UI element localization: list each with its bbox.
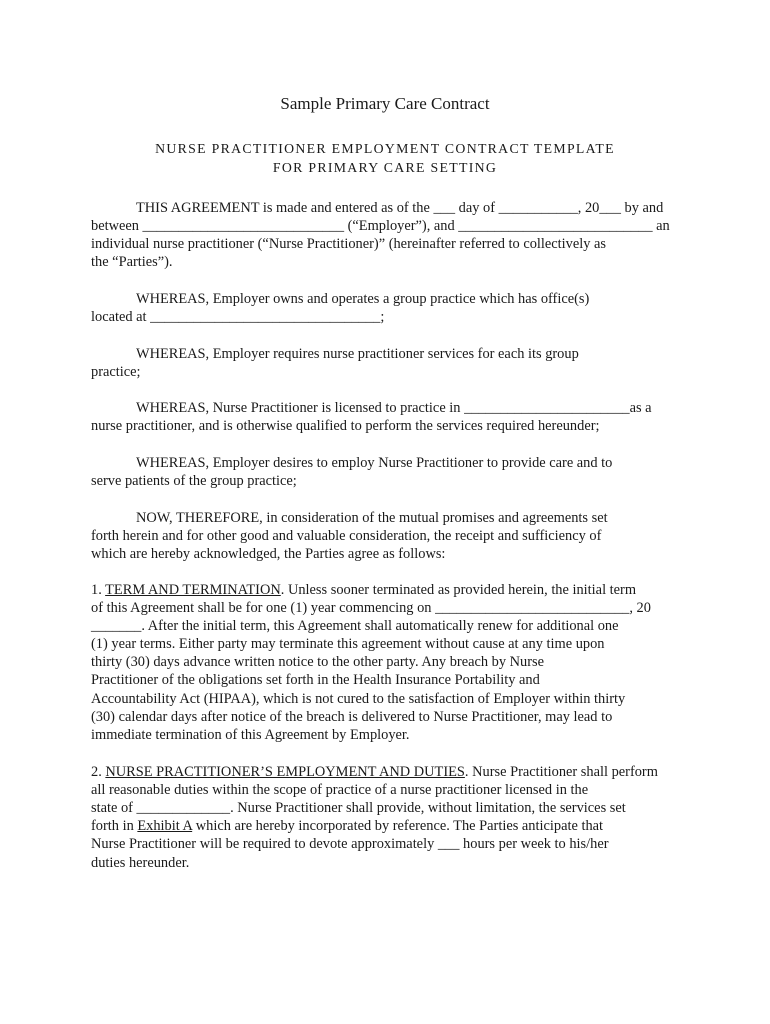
section1-line: Accountability Act (HIPAA), which is not cured to the satisfaction of Employer within thirty	[91, 691, 626, 707]
section2-line4-post: which are hereby incorporated by reference. The Parties anticipate that	[192, 818, 604, 834]
section2-line: state of _____________. Nurse Practitioner shall provide, without limitation, the services set	[91, 800, 626, 816]
whereas-services-line: WHEREAS, Employer requires nurse practitioner services for each its group	[136, 346, 579, 362]
section2-line4-pre: forth in	[91, 818, 138, 834]
section2-heading: NURSE PRACTITIONER’S EMPLOYMENT AND DUTIES	[105, 764, 465, 780]
whereas-licensed-line: nurse practitioner, and is otherwise qualified to perform the services required hereunder;	[91, 418, 600, 434]
agreement-line: individual nurse practitioner (“Nurse Practitioner)” (hereinafter referred to collectively as	[91, 236, 607, 252]
section1-heading: TERM AND TERMINATION	[105, 582, 281, 598]
document-title: Sample Primary Care Contract	[280, 94, 490, 113]
section2-line: all reasonable duties within the scope of practice of a nurse practitioner licensed in the	[91, 782, 589, 798]
section1-first-line	[91, 581, 636, 599]
now-therefore-line: which are hereby acknowledged, the Parties agree as follows:	[91, 546, 446, 562]
section1-line: (30) calendar days after notice of the breach is delivered to Nurse Practitioner, may lead to	[91, 709, 613, 725]
section1-line: Practitioner of the obligations set forth in the Health Insurance Portability and	[91, 672, 540, 688]
whereas-services-line: practice;	[91, 364, 141, 380]
exhibit-a-link: Exhibit A	[137, 818, 193, 834]
section2-first-line	[91, 763, 658, 781]
section1-number: 1.	[91, 582, 106, 598]
whereas-employ-line: WHEREAS, Employer desires to employ Nurse Practitioner to provide care and to	[136, 455, 613, 471]
agreement-line: between ____________________________ (“Employer”), and ___________________________ an	[91, 218, 670, 234]
section1-line: immediate termination of this Agreement by Employer.	[91, 727, 410, 743]
section2-number: 2.	[91, 764, 106, 780]
section1-line: thirty (30) days advance written notice to the other party. Any breach by Nurse	[91, 654, 545, 670]
section2-line1-rest: . Nurse Practitioner shall perform	[464, 764, 658, 780]
whereas-employ-line: serve patients of the group practice;	[91, 473, 297, 489]
section1-line: (1) year terms. Either party may terminate this agreement without cause at any time upon	[91, 636, 605, 652]
section1-line1-rest: . Unless sooner terminated as provided herein, the initial term	[280, 582, 637, 598]
now-therefore-line: forth herein and for other good and valuable consideration, the receipt and sufficiency of	[91, 528, 602, 544]
section1-line: _______. After the initial term, this Agreement shall automatically renew for additional one	[91, 618, 619, 634]
section2-line	[91, 817, 603, 835]
whereas-offices-line: located at ________________________________;	[91, 309, 385, 325]
agreement-line: the “Parties”).	[91, 254, 173, 270]
now-therefore-line: NOW, THEREFORE, in consideration of the mutual promises and agreements set	[136, 510, 608, 526]
document-subtitle	[0, 139, 770, 177]
whereas-offices-line: WHEREAS, Employer owns and operates a group practice which has office(s)	[136, 291, 590, 307]
section2-line: Nurse Practitioner will be required to devote approximately ___ hours per week to his/her	[91, 836, 609, 852]
subtitle-line: NURSE PRACTITIONER EMPLOYMENT CONTRACT TEMPLATE	[155, 141, 615, 156]
whereas-licensed-line: WHEREAS, Nurse Practitioner is licensed to practice in _______________________as a	[136, 400, 652, 416]
section2-line: duties hereunder.	[91, 855, 190, 871]
section1-line: of this Agreement shall be for one (1) year commencing on ___________________________, 20	[91, 600, 651, 616]
subtitle-line: FOR PRIMARY CARE SETTING	[272, 160, 498, 175]
agreement-line: THIS AGREEMENT is made and entered as of the ___ day of ___________, 20___ by and	[136, 200, 664, 216]
